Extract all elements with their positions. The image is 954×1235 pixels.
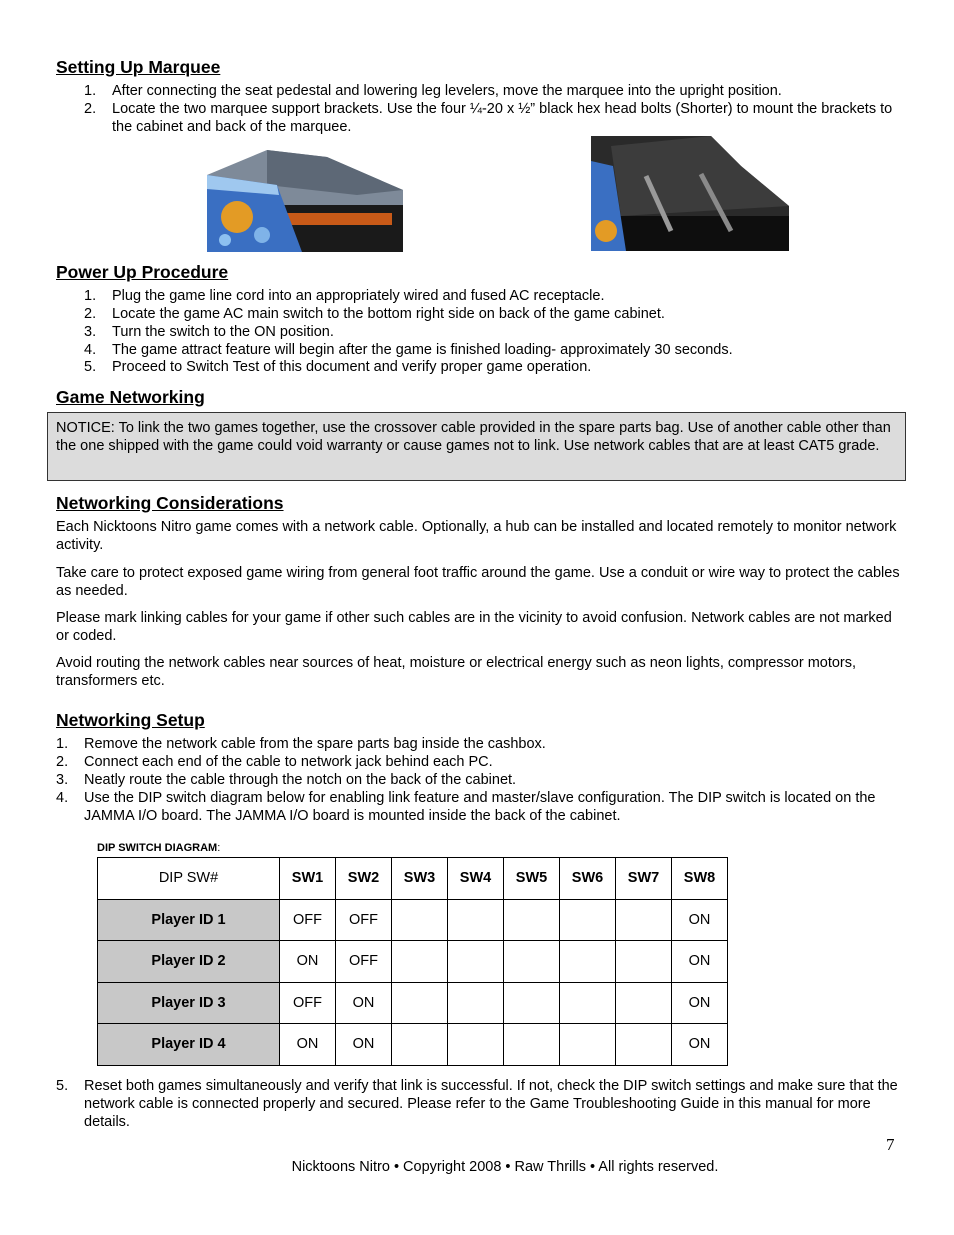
table-cell <box>616 1024 672 1066</box>
list-text: The game attract feature will begin after the game is finished loading- approximately 30 seconds. <box>112 342 733 358</box>
list-text: Connect each end of the cable to network jack behind each PC. <box>84 754 493 770</box>
page-footer: Nicktoons Nitro • Copyright 2008 • Raw Thrills • All rights reserved. <box>291 1159 719 1175</box>
table-cell <box>616 899 672 941</box>
table-header-cell: SW8 <box>672 858 728 900</box>
dip-caption <box>97 841 220 855</box>
table-cell <box>448 1024 504 1066</box>
list-number: 4. <box>84 342 97 358</box>
heading-networking-considerations: Networking Considerations <box>56 493 284 513</box>
table-cell <box>448 982 504 1024</box>
list-text: Proceed to Switch Test of this document and verify proper game operation. <box>112 359 592 375</box>
table-cell: OFF <box>280 899 336 941</box>
paragraph: Avoid routing the network cables near sources of heat, moisture or electrical energy such as neon lights, compressor motors, transformers etc. <box>56 655 857 689</box>
table-cell <box>560 941 616 983</box>
table-cell: ON <box>280 1024 336 1066</box>
table-cell <box>392 982 448 1024</box>
table-header-cell: SW5 <box>504 858 560 900</box>
table-cell <box>560 899 616 941</box>
list-number: 5. <box>56 1078 69 1094</box>
marquee-photo-left <box>207 145 403 252</box>
list-number: 3. <box>84 324 97 340</box>
table-cell <box>560 1024 616 1066</box>
table-row <box>98 899 728 941</box>
table-cell <box>392 899 448 941</box>
paragraph: Take care to protect exposed game wiring from general foot traffic around the game. Use a conduit or wire way to protect the cables as needed. <box>56 565 900 599</box>
table-cell <box>560 982 616 1024</box>
list-number: 5. <box>84 359 97 375</box>
table-cell <box>504 899 560 941</box>
notice-box: NOTICE: To link the two games together, use the crossover cable provided in the spare parts bag. Use of another cable other than the one shipped with the game could void warranty or cause games not to link. Use network cables that are at least CAT5 grade. <box>47 412 906 481</box>
table-header-cell: DIP SW# <box>98 858 280 900</box>
paragraph: Please mark linking cables for your game if other such cables are in the vicinity to avoid confusion. Network cables are not marked or coded. <box>56 610 892 644</box>
table-cell <box>616 941 672 983</box>
list-number: 2. <box>84 306 97 322</box>
table-cell <box>448 899 504 941</box>
list-text: Locate the two marquee support brackets. Use the four ¼-20 x ½” black hex head bolts (Shorter) to mount the brackets to the cabinet and back of the marquee. <box>112 101 893 135</box>
list-text: Plug the game line cord into an appropriately wired and fused AC receptacle. <box>112 288 605 304</box>
table-row <box>98 941 728 983</box>
list-text: Reset both games simultaneously and verify that link is successful. If not, check the DIP switch settings and make sure that the network cable is connected properly and secured. Please refer to the Game Troubleshooting Guide in this manual for more details. <box>84 1078 898 1130</box>
dip-caption-colon: : <box>217 842 221 854</box>
table-row <box>98 1024 728 1066</box>
table-cell: OFF <box>336 899 392 941</box>
table-cell: OFF <box>336 941 392 983</box>
heading-networking-setup: Networking Setup <box>56 710 205 730</box>
heading-power-up-procedure: Power Up Procedure <box>56 262 229 282</box>
table-header-cell: SW7 <box>616 858 672 900</box>
list-text: Remove the network cable from the spare parts bag inside the cashbox. <box>84 736 546 752</box>
list-text: Use the DIP switch diagram below for enabling link feature and master/slave configuration. The DIP switch is located on the JAMMA I/O board. The JAMMA I/O board is mounted inside the back of the cabinet. <box>84 790 876 824</box>
dip-switch-table <box>97 857 728 1066</box>
table-cell <box>448 941 504 983</box>
table-cell: OFF <box>280 982 336 1024</box>
list-number: 3. <box>56 772 69 788</box>
list-number: 1. <box>84 288 97 304</box>
list-number: 4. <box>56 790 69 806</box>
list-text: Locate the game AC main switch to the bottom right side on back of the game cabinet. <box>112 306 665 322</box>
list-number: 1. <box>84 83 97 99</box>
table-row-label: Player ID 1 <box>98 899 280 941</box>
list-text: Turn the switch to the ON position. <box>112 324 334 340</box>
table-header-cell: SW1 <box>280 858 336 900</box>
list-text: Neatly route the cable through the notch on the back of the cabinet. <box>84 772 517 788</box>
table-cell: ON <box>672 899 728 941</box>
table-row-label: Player ID 4 <box>98 1024 280 1066</box>
table-header-cell: SW2 <box>336 858 392 900</box>
paragraph: Each Nicktoons Nitro game comes with a network cable. Optionally, a hub can be installed and located remotely to monitor network activity. <box>56 519 897 553</box>
page-number: 7 <box>886 1135 895 1154</box>
table-cell: ON <box>672 982 728 1024</box>
table-header-cell: SW4 <box>448 858 504 900</box>
table-cell: ON <box>280 941 336 983</box>
list-number: 2. <box>84 101 97 117</box>
table-cell: ON <box>336 982 392 1024</box>
list-number: 2. <box>56 754 69 770</box>
table-header-cell: SW3 <box>392 858 448 900</box>
table-cell <box>392 1024 448 1066</box>
table-cell <box>392 941 448 983</box>
table-cell: ON <box>672 941 728 983</box>
table-row <box>98 982 728 1024</box>
table-header-row <box>98 858 728 900</box>
marquee-photo-right <box>591 136 789 251</box>
heading-setting-up-marquee: Setting Up Marquee <box>56 57 221 77</box>
table-cell: ON <box>672 1024 728 1066</box>
table-row-label: Player ID 2 <box>98 941 280 983</box>
table-row-label: Player ID 3 <box>98 982 280 1024</box>
table-cell <box>616 982 672 1024</box>
table-cell: ON <box>336 1024 392 1066</box>
table-cell <box>504 982 560 1024</box>
table-cell <box>504 941 560 983</box>
table-header-cell: SW6 <box>560 858 616 900</box>
list-number: 1. <box>56 736 69 752</box>
dip-caption-title: DIP SWITCH DIAGRAM <box>97 842 218 854</box>
heading-game-networking: Game Networking <box>56 387 205 407</box>
list-text: After connecting the seat pedestal and lowering leg levelers, move the marquee into the upright position. <box>112 83 782 99</box>
table-cell <box>504 1024 560 1066</box>
